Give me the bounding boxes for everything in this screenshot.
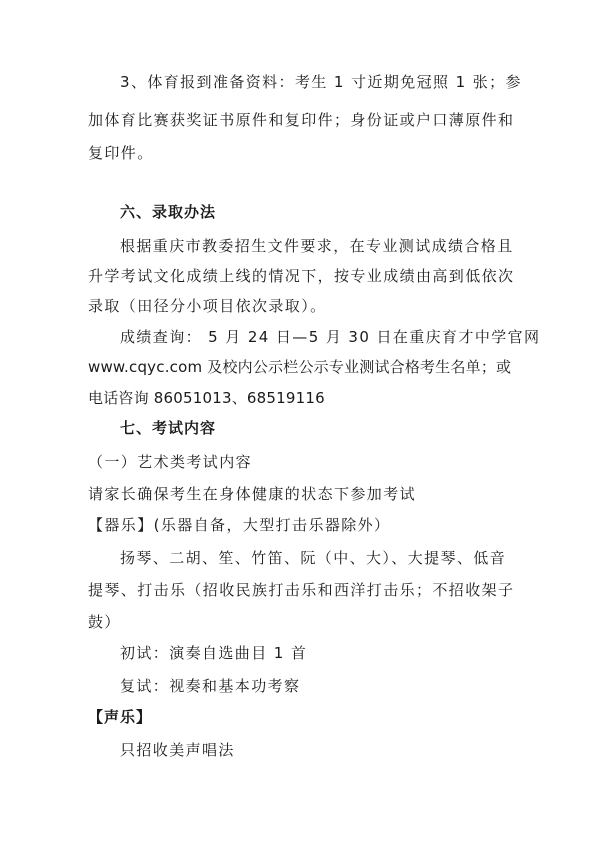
paragraph-line: 鼓） xyxy=(88,613,121,631)
paragraph-line: 复试：视奏和基本功考察 xyxy=(120,677,301,695)
paragraph-line: 提琴、打击乐（招收民族打击乐和西洋打击乐；不招收架子 xyxy=(88,581,515,599)
paragraph-line: （一）艺术类考试内容 xyxy=(88,453,253,471)
paragraph-line: 电话咨询 86051013、68519116 xyxy=(88,389,325,407)
paragraph-line: 扬琴、二胡、笙、竹笛、阮（中、大）、大提琴、低音 xyxy=(120,549,507,567)
paragraph-line: 3、体育报到准备资料：考生 1 寸近期免冠照 1 张；参 xyxy=(120,73,522,91)
paragraph-line: 成绩查询： 5 月 24 日—5 月 30 日在重庆育才中学官网 xyxy=(120,328,541,346)
paragraph-line: 初试：演奏自选曲目 1 首 xyxy=(120,644,308,662)
paragraph-line: 只招收美声唱法 xyxy=(120,741,235,759)
paragraph-line: 根据重庆市教委招生文件要求，在专业测试成绩合格且 xyxy=(120,237,514,255)
paragraph-line: 复印件。 xyxy=(88,144,154,162)
subsection-heading-vocal: 【声乐】 xyxy=(88,708,153,726)
section-heading-admission: 六、录取办法 xyxy=(120,203,217,221)
section-heading-exam-content: 七、考试内容 xyxy=(120,419,217,437)
paragraph-line: 【器乐】(乐器自备，大型打击乐器除外） xyxy=(88,516,391,534)
paragraph-line: 升学考试文化成绩上线的情况下，按专业成绩由高到低依次 xyxy=(88,267,515,285)
paragraph-line: 加体育比赛获奖证书原件和复印件；身份证或户口薄原件和 xyxy=(88,111,515,129)
paragraph-line: www.cqyc.com 及校内公示栏公示专业测试合格考生名单；或 xyxy=(88,358,512,376)
paragraph-line: 录取（田径分小项目依次录取）。 xyxy=(88,297,327,315)
paragraph-line: 请家长确保考生在身体健康的状态下参加考试 xyxy=(88,485,417,503)
